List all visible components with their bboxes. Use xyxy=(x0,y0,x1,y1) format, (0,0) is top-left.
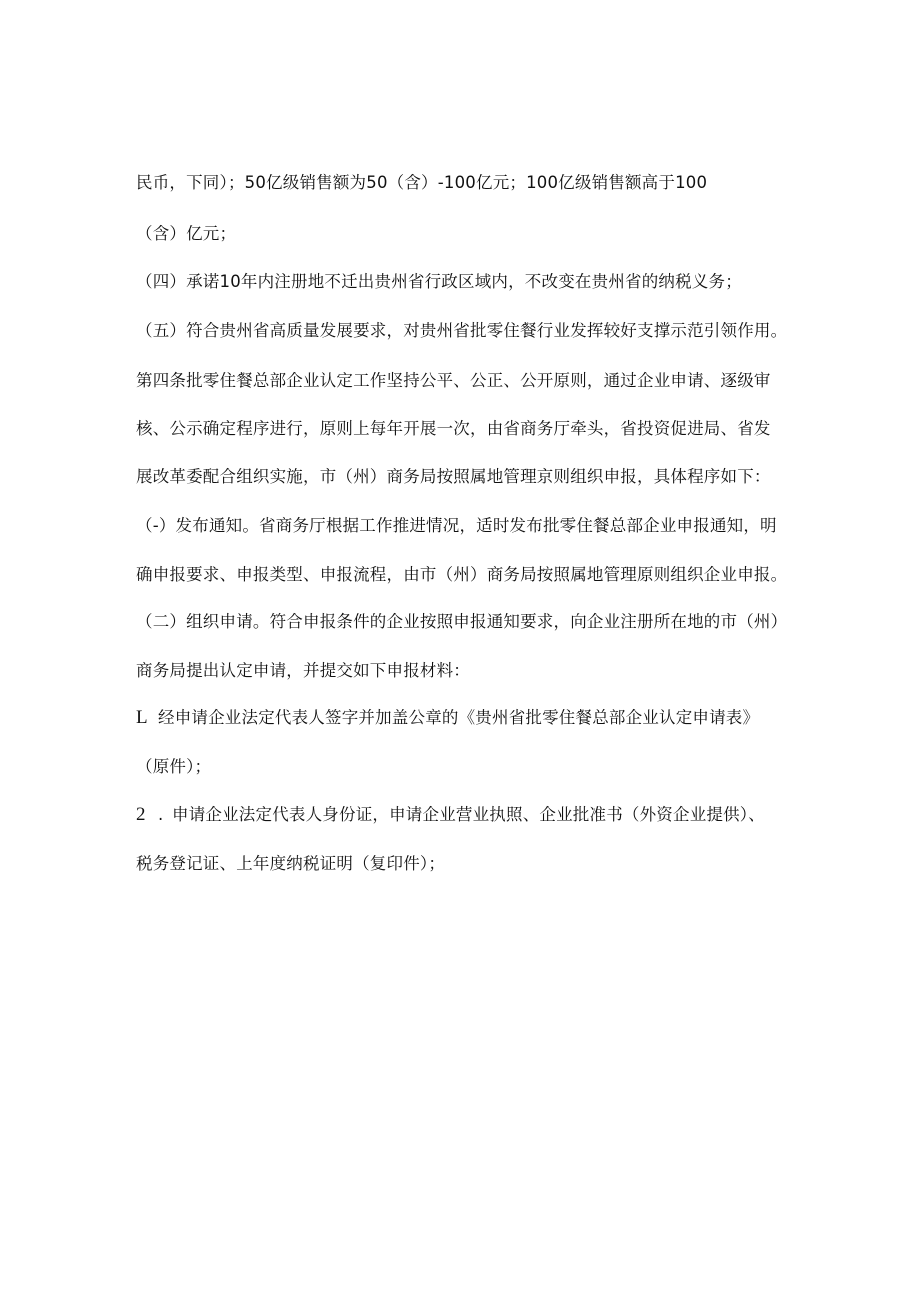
text-line-8: （-）发布通知。省商务厅根据工作推进情况，适时发布批零住餐总部企业申报通知，明 xyxy=(136,516,777,535)
text-line-1: 民币，下同）；50亿级销售额为50（含）-100亿元；100亿级销售额高于100 xyxy=(136,173,708,192)
text-line-2: （含）亿元； xyxy=(136,224,237,243)
text-line-10: （二）组织申请。符合申报条件的企业按照申报通知要求，向企业注册所在地的市（州） xyxy=(136,612,788,631)
list-item-2-separator: . xyxy=(158,805,164,824)
list-item-1-text: 经申请企业法定代表人签字并加盖公章的《贵州省批零住餐总部企业认定申请表》 xyxy=(158,708,760,727)
list-item-1 xyxy=(136,707,796,729)
text-line-5: 第四条批零住餐总部企业认定工作坚持公平、公正、公开原则，通过企业申请、逐级审 xyxy=(136,371,771,390)
text-line-15: 税务登记证、上年度纳税证明（复印件）； xyxy=(136,854,446,873)
list-item-2 xyxy=(136,804,796,826)
text-line-3: （四）承诺10年内注册地不迁出贵州省行政区域内，不改变在贵州省的纳税义务； xyxy=(136,272,742,291)
text-line-11: 商务局提出认定申请，并提交如下申报材料： xyxy=(136,661,470,680)
list-item-2-text: 申请企业法定代表人身份证，申请企业营业执照、企业批准书（外资企业提供）、 xyxy=(172,805,765,824)
text-line-9: 确申报要求、申报类型、申报流程，由市（州）商务局按照属地管理原则组织企业申报。 xyxy=(136,565,788,584)
text-line-7: 展改革委配合组织实施，市（州）商务局按照属地管理京则组织申报，具体程序如下： xyxy=(136,467,771,486)
text-line-6: 核、公示确定程序进行，原则上每年开展一次，由省商务厅牵头，省投资促进局、省发 xyxy=(136,419,771,438)
text-line-4: （五）符合贵州省高质量发展要求，对贵州省批零住餐行业发挥较好支撑示范引领作用。 xyxy=(136,321,788,340)
list-item-2-marker: 2 xyxy=(136,804,146,825)
list-item-1-marker: L xyxy=(136,707,148,728)
text-line-13: （原件）； xyxy=(136,757,212,776)
